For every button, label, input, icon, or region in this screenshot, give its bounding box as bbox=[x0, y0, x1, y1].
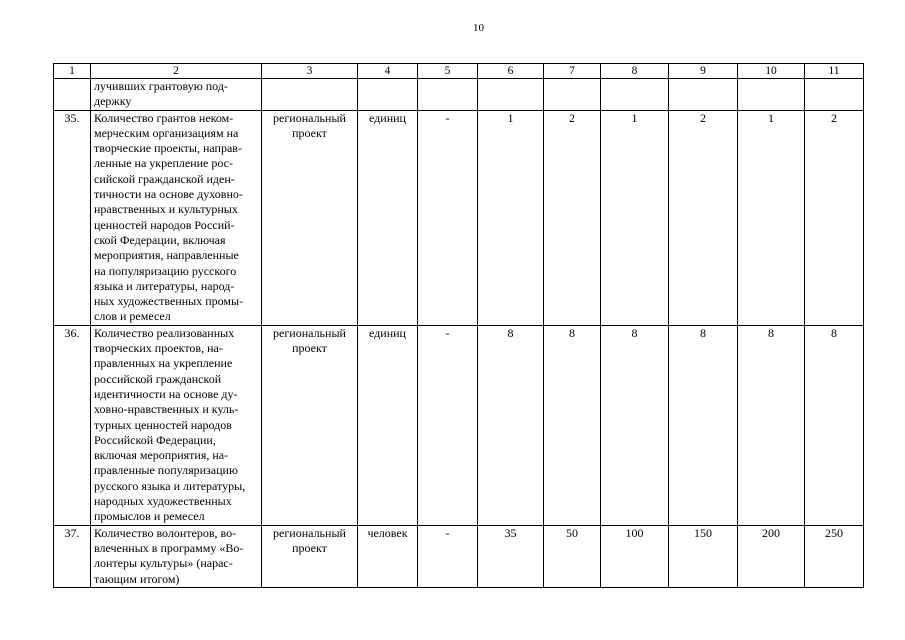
table-row bbox=[54, 525, 864, 587]
indicator-name bbox=[91, 79, 262, 111]
text-line: правленных на укрепление bbox=[94, 356, 233, 371]
text-line: мероприятия, направленные bbox=[94, 248, 239, 263]
text-line: региональный bbox=[273, 325, 346, 340]
text-line: проект bbox=[292, 540, 327, 555]
value-cell: 8 bbox=[669, 325, 738, 525]
row-number: 37. bbox=[54, 525, 91, 587]
column-number: 5 bbox=[418, 64, 478, 79]
value-cell: 100 bbox=[601, 525, 669, 587]
text-line: влеченных в программу «Во- bbox=[94, 540, 244, 555]
text-line: промыслов и ремесел bbox=[94, 509, 205, 524]
indicator-name bbox=[91, 325, 262, 525]
column-number: 2 bbox=[91, 64, 262, 79]
indicators-table bbox=[53, 63, 864, 588]
text-line: правленные популяризацию bbox=[94, 463, 238, 478]
text-line: Количество грантов неком- bbox=[94, 110, 234, 125]
value-cell: 8 bbox=[738, 325, 805, 525]
text-line: мерческим организациям на bbox=[94, 125, 239, 140]
text-line: Российской Федерации, bbox=[94, 432, 216, 447]
column-number: 1 bbox=[54, 64, 91, 79]
text-line: Количество реализованных bbox=[94, 325, 235, 340]
text-line: народных художественных bbox=[94, 494, 232, 509]
table-row bbox=[54, 325, 864, 525]
source-cell bbox=[262, 110, 358, 325]
column-number: 4 bbox=[358, 64, 418, 79]
value-cell: 8 bbox=[478, 325, 544, 525]
value-cell: 2 bbox=[669, 110, 738, 325]
value-cell: 200 bbox=[738, 525, 805, 587]
value-cell: 8 bbox=[805, 325, 864, 525]
text-line: русского языка и литературы, bbox=[94, 478, 246, 493]
unit-cell: единиц bbox=[358, 110, 418, 325]
text-line: языка и литературы, народ- bbox=[94, 278, 235, 293]
column-number: 6 bbox=[478, 64, 544, 79]
value-cell: 1 bbox=[601, 110, 669, 325]
column-number: 8 bbox=[601, 64, 669, 79]
text-line: на популяризацию русского bbox=[94, 263, 237, 278]
text-line: сийской гражданской иден- bbox=[94, 171, 235, 186]
column-number: 7 bbox=[544, 64, 601, 79]
value-cell: 35 bbox=[478, 525, 544, 587]
text-line: нравственных и культурных bbox=[94, 202, 238, 217]
column-number: 11 bbox=[805, 64, 864, 79]
indicator-name bbox=[91, 525, 262, 587]
text-line: тающим итогом) bbox=[94, 571, 180, 586]
text-line: лучивших грантовую под- bbox=[94, 79, 228, 93]
text-line: ской Федерации, включая bbox=[94, 232, 226, 247]
indicator-name bbox=[91, 110, 262, 325]
text-line: региональный bbox=[273, 110, 346, 125]
value-cell: 50 bbox=[544, 525, 601, 587]
text-line: лонтеры культуры» (нарас- bbox=[94, 556, 233, 571]
value-cell: 8 bbox=[544, 325, 601, 525]
value-cell: 1 bbox=[738, 110, 805, 325]
source-cell bbox=[262, 525, 358, 587]
unit-cell: человек bbox=[358, 525, 418, 587]
base-value-cell: - bbox=[418, 325, 478, 525]
text-line: творческие проекты, направ- bbox=[94, 141, 242, 156]
unit-cell: единиц bbox=[358, 325, 418, 525]
table-row bbox=[54, 110, 864, 325]
text-line: слов и ремесел bbox=[94, 309, 171, 324]
text-line: проект bbox=[292, 125, 327, 140]
text-line: Количество волонтеров, во- bbox=[94, 525, 237, 540]
text-line: включая мероприятия, на- bbox=[94, 448, 229, 463]
base-value-cell: - bbox=[418, 110, 478, 325]
text-line: проект bbox=[292, 341, 327, 356]
text-line: творческих проектов, на- bbox=[94, 341, 223, 356]
value-cell: 1 bbox=[478, 110, 544, 325]
text-line: ных художественных промы- bbox=[94, 294, 244, 309]
text-line: турных ценностей народов bbox=[94, 417, 232, 432]
value-cell: 150 bbox=[669, 525, 738, 587]
base-value-cell: - bbox=[418, 525, 478, 587]
text-line: тичности на основе духовно- bbox=[94, 187, 243, 202]
source-cell bbox=[262, 325, 358, 525]
text-line: ховно-нравственных и куль- bbox=[94, 402, 239, 417]
text-line: ленные на укрепление рос- bbox=[94, 156, 233, 171]
column-number: 3 bbox=[262, 64, 358, 79]
row-number: 35. bbox=[54, 110, 91, 325]
text-line: держку bbox=[94, 94, 132, 109]
text-line: идентичности на основе ду- bbox=[94, 386, 238, 401]
column-number: 10 bbox=[738, 64, 805, 79]
continuation-row bbox=[54, 79, 864, 111]
text-line: региональный bbox=[273, 525, 346, 540]
column-number: 9 bbox=[669, 64, 738, 79]
value-cell: 2 bbox=[544, 110, 601, 325]
text-line: ценностей народов Россий- bbox=[94, 217, 235, 232]
text-line: российской гражданской bbox=[94, 371, 222, 386]
page-number: 10 bbox=[473, 22, 484, 34]
row-number: 36. bbox=[54, 325, 91, 525]
value-cell: 250 bbox=[805, 525, 864, 587]
column-number-row bbox=[54, 64, 864, 79]
value-cell: 8 bbox=[601, 325, 669, 525]
value-cell: 2 bbox=[805, 110, 864, 325]
